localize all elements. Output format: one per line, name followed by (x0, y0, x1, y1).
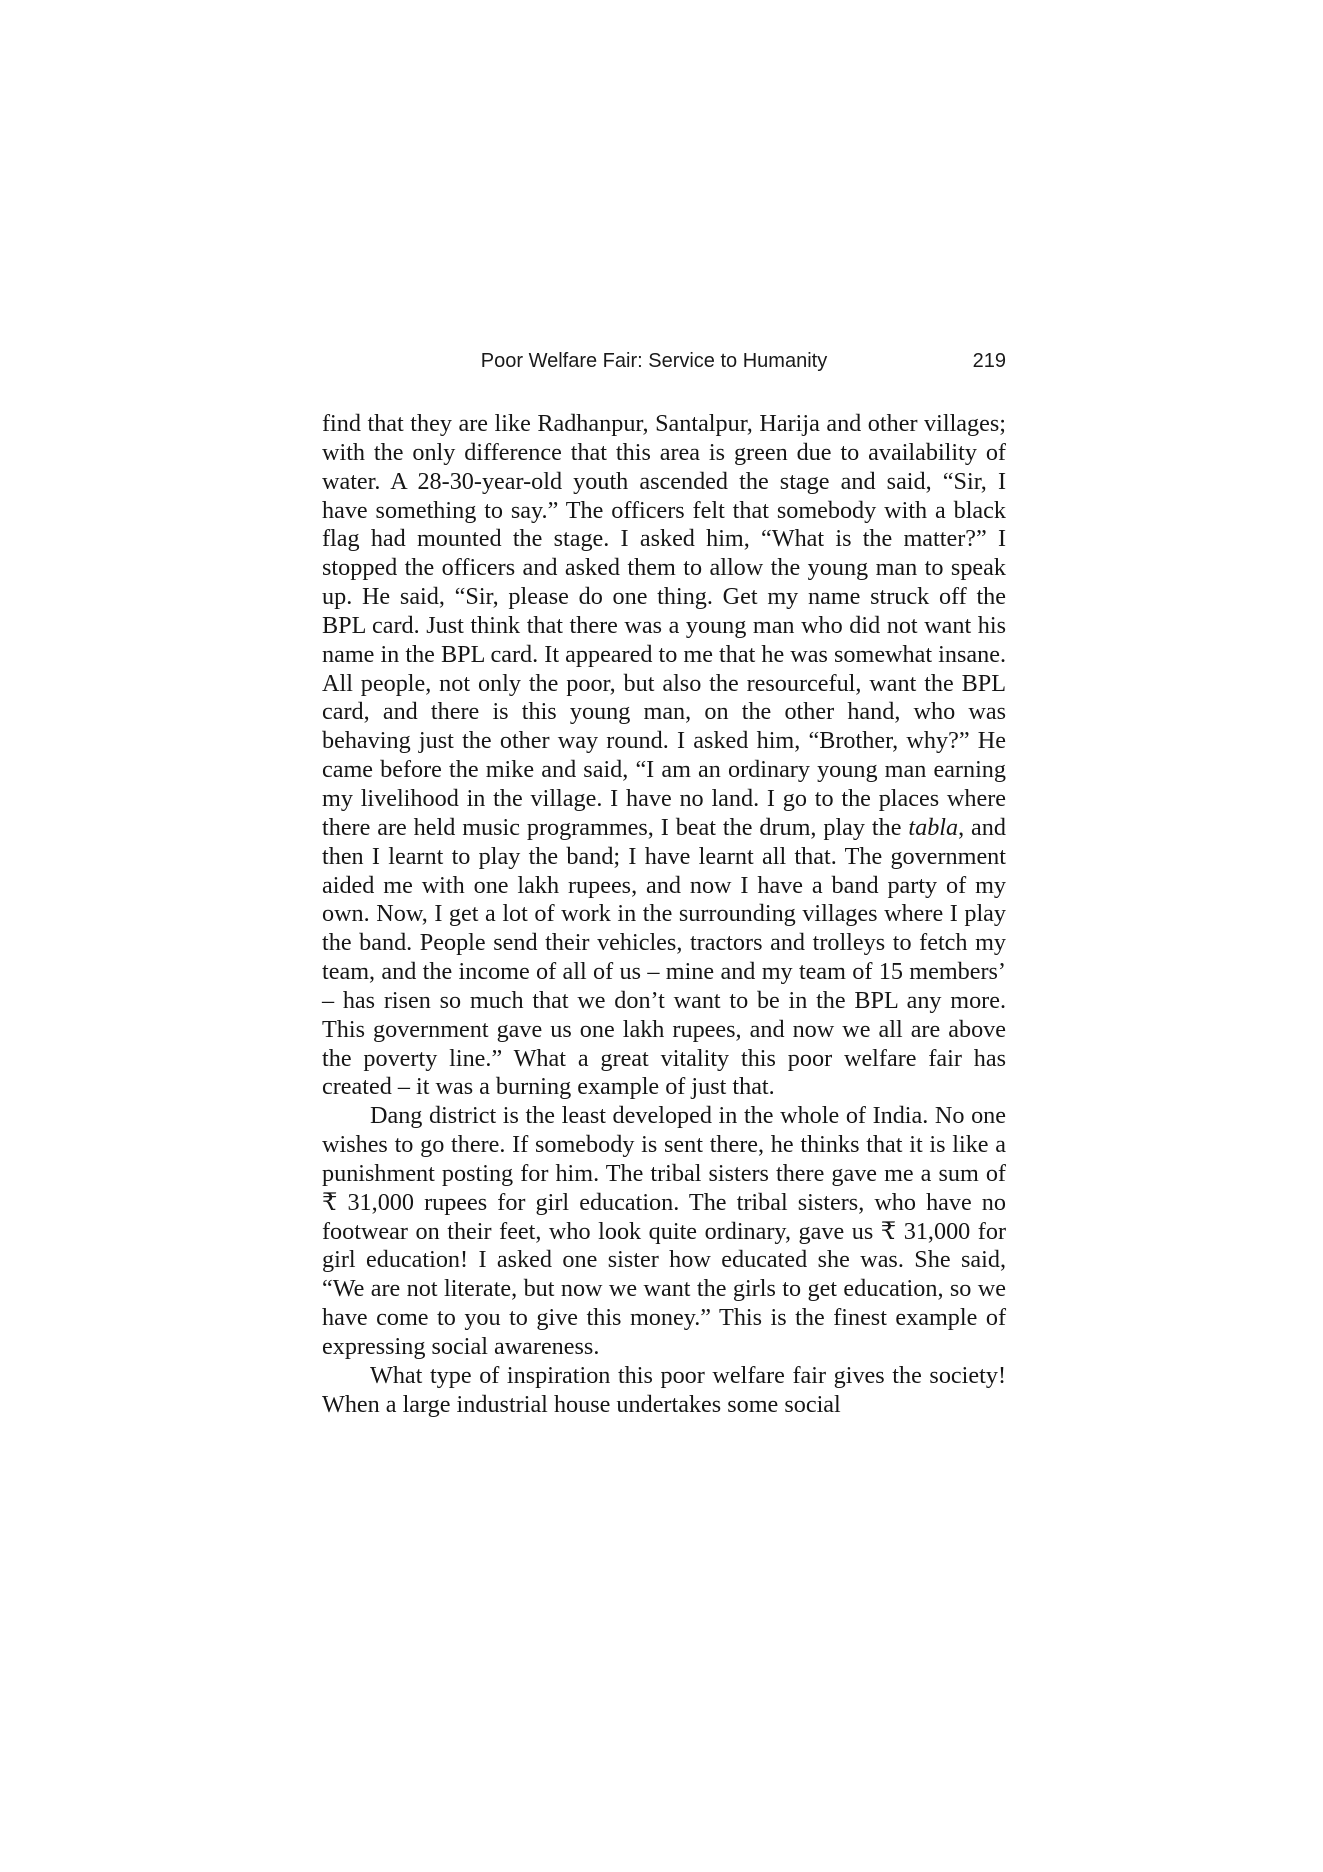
paragraph-1-text-a: find that they are like Radhanpur, Santalpur, Harija and other villages; with the only difference that this area is green due to availability of water. A 28-30-year-old youth ascended the stage and said, “Sir, I have something to say.” The officers felt that somebody with a black flag had mounted the stage. I asked him, “What is the matter?” I stopped the officers and asked them to allow the young man to speak up. He said, “Sir, please do one thing. Get my name struck off the BPL card. Just think that there was a young man who did not want his name in the BPL card. It appeared to me that he was somewhat insane. All people, not only the poor, but also the resourceful, want the BPL card, and there is this young man, on the other hand, who was behaving just the other way round. I asked him, “Brother, why?” He came before the mike and said, “I am an ordinary young man earning my livelihood in the village. I have no land. I go to the places where there are held music programmes, I beat the drum, play the (322, 410, 1006, 841)
body-text (322, 410, 1006, 1420)
running-title: Poor Welfare Fair: Service to Humanity (480, 350, 828, 372)
paragraph-1-text-b: , and then I learnt to play the band; I have learnt all that. The government aided me with one lakh rupees, and now I have a band party of my own. Now, I get a lot of work in the surrounding villages where I play the band. People send their vehicles, tractors and trolleys to fetch my team, and the income of all of us – mine and my team of 15 members’ – has risen so much that we don’t want to be in the BPL any more. This government gave us one lakh rupees, and now we all are above the poverty line.” What a great vitality this poor welfare fair has created – it was a burning example of just that. (322, 813, 1006, 1101)
paragraph-1 (322, 410, 1006, 1102)
paragraph-3: What type of inspiration this poor welfare fair gives the society! When a large industrial house undertakes some social (322, 1361, 1006, 1418)
paragraph-2: Dang district is the least developed in the whole of India. No one wishes to go there. If somebody is sent there, he thinks that it is like a punishment posting for him. The tribal sisters there gave me a sum of ₹ 31,000 rupees for girl education. The tribal sisters, who have no footwear on their feet, who look quite ordinary, gave us ₹ 31,000 for girl education! I asked one sister how educated she was. She said, “We are not literate, but now we want the girls to get education, so we have come to you to give this money.” This is the finest example of expressing social awareness. (322, 1102, 1006, 1360)
italic-term-tabla: tabla (908, 813, 959, 841)
running-head (322, 350, 1006, 380)
page-number: 219 (972, 350, 1006, 372)
